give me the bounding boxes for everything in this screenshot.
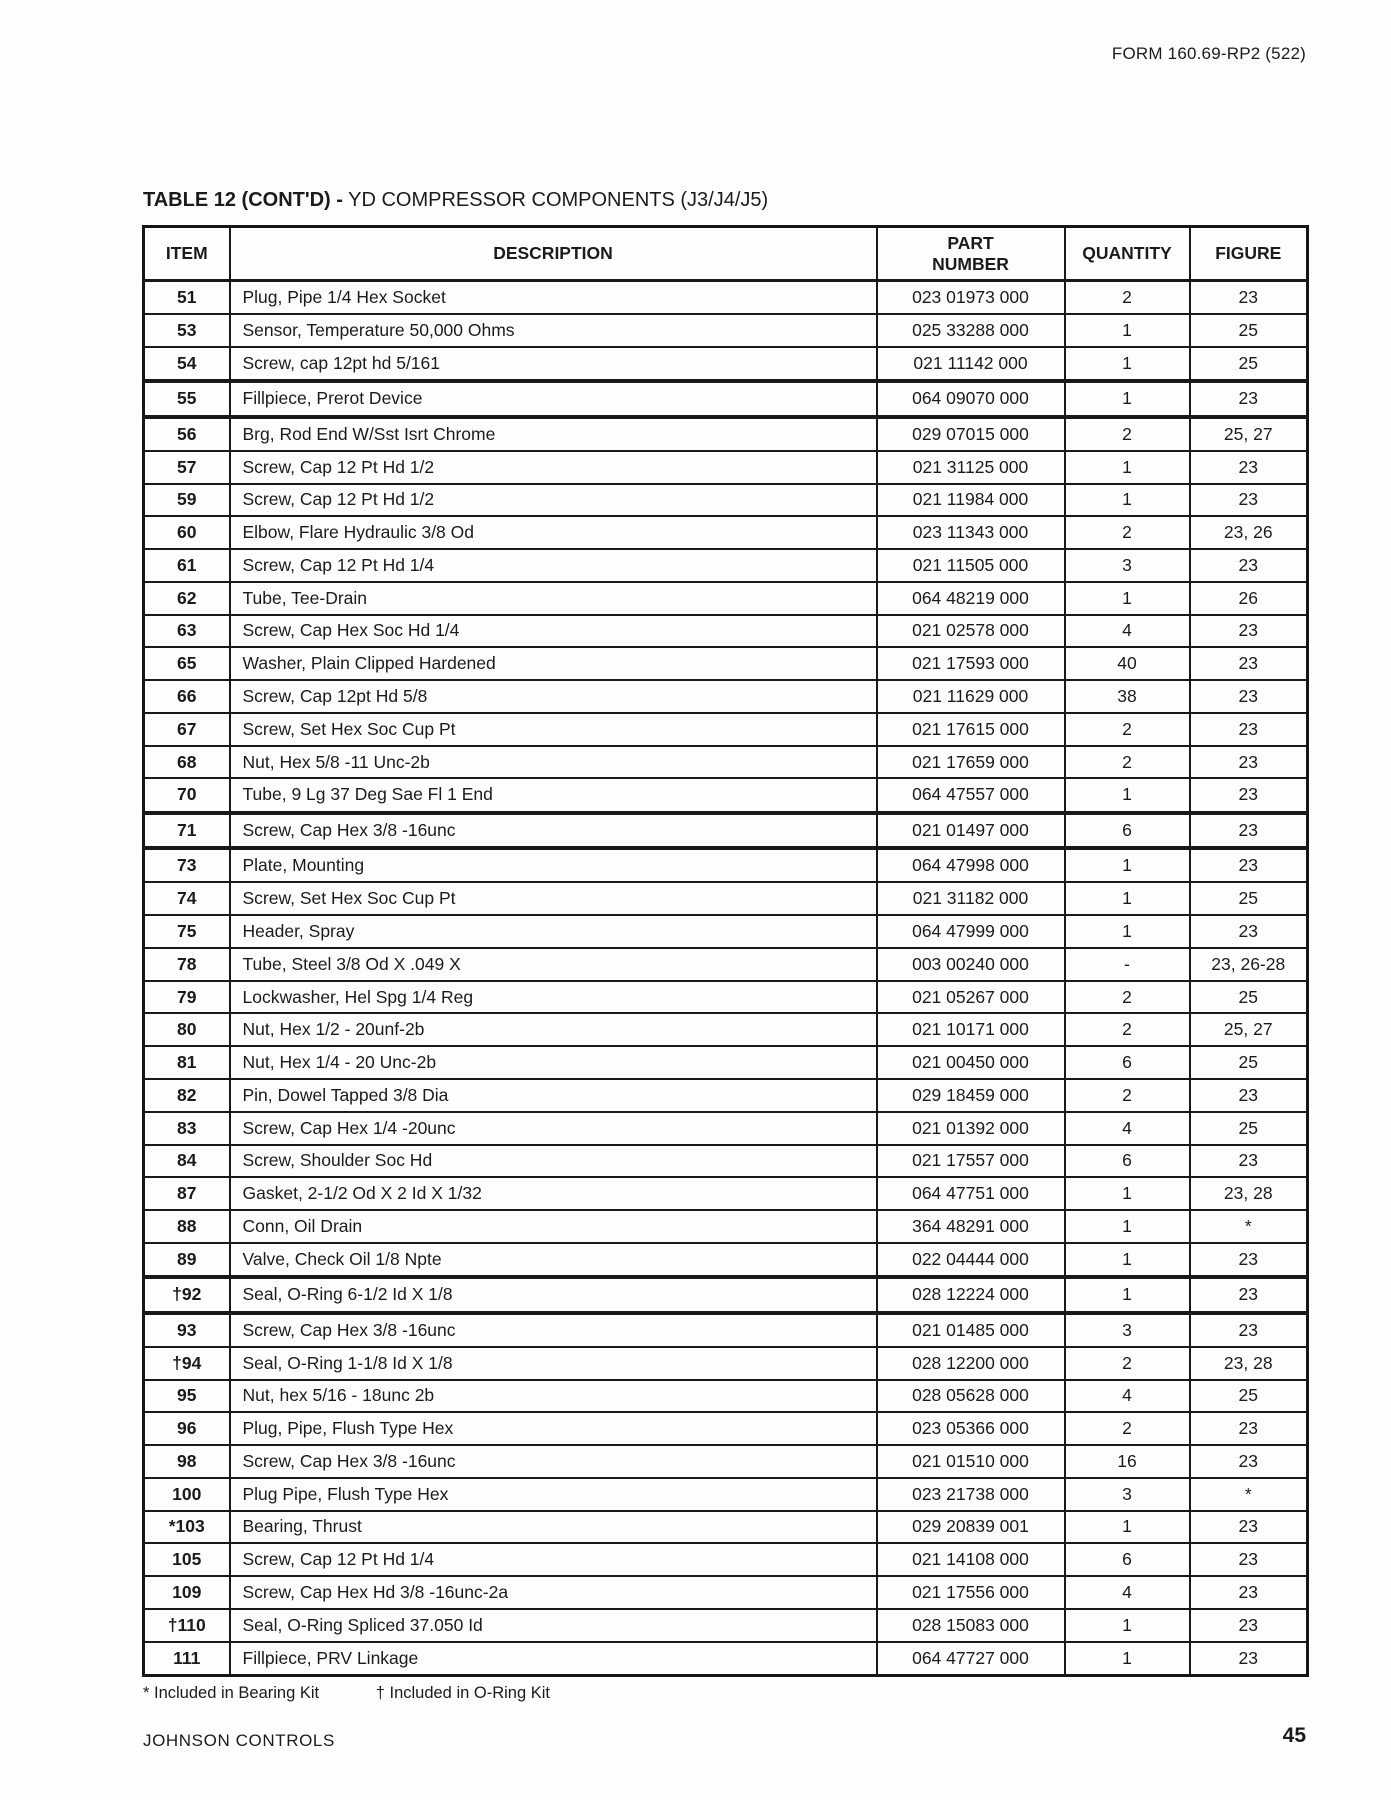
part-cell: 021 05267 000 — [877, 981, 1065, 1014]
part-cell: 021 01485 000 — [877, 1313, 1065, 1347]
table-row — [144, 549, 1308, 582]
fig-cell: 23 — [1190, 915, 1308, 948]
table-row — [144, 1112, 1308, 1145]
table-row — [144, 680, 1308, 713]
part-cell: 021 01497 000 — [877, 813, 1065, 849]
header-row — [144, 227, 1308, 281]
fig-cell: 23 — [1190, 1543, 1308, 1576]
header-quantity: QUANTITY — [1065, 227, 1190, 281]
desc-cell: Header, Spray — [230, 915, 877, 948]
qty-cell: 1 — [1065, 778, 1190, 812]
table-row — [144, 778, 1308, 812]
qty-cell: 4 — [1065, 1380, 1190, 1413]
qty-cell: 1 — [1065, 915, 1190, 948]
item-cell: 98 — [144, 1445, 230, 1478]
table-row — [144, 1642, 1308, 1676]
header-figure: FIGURE — [1190, 227, 1308, 281]
desc-cell: Screw, Set Hex Soc Cup Pt — [230, 882, 877, 915]
item-cell: 59 — [144, 484, 230, 517]
fig-cell: 23 — [1190, 1145, 1308, 1178]
table-row — [144, 1046, 1308, 1079]
fig-cell: 23 — [1190, 713, 1308, 746]
qty-cell: 38 — [1065, 680, 1190, 713]
fig-cell: 25 — [1190, 882, 1308, 915]
table-row — [144, 347, 1308, 381]
part-cell: 028 12200 000 — [877, 1347, 1065, 1380]
item-cell: 68 — [144, 746, 230, 779]
desc-cell: Screw, Shoulder Soc Hd — [230, 1145, 877, 1178]
desc-cell: Screw, Cap Hex 3/8 -16unc — [230, 1313, 877, 1347]
fig-cell: 23 — [1190, 746, 1308, 779]
table-row — [144, 1177, 1308, 1210]
qty-cell: 4 — [1065, 1112, 1190, 1145]
desc-cell: Plate, Mounting — [230, 848, 877, 882]
table-row — [144, 746, 1308, 779]
fig-cell: 23, 28 — [1190, 1177, 1308, 1210]
fig-cell: 23 — [1190, 1412, 1308, 1445]
desc-cell: Seal, O-Ring Spliced 37.050 Id — [230, 1609, 877, 1642]
fig-cell: 25, 27 — [1190, 417, 1308, 451]
qty-cell: 1 — [1065, 1642, 1190, 1676]
part-cell: 021 10171 000 — [877, 1013, 1065, 1046]
part-cell: 064 47727 000 — [877, 1642, 1065, 1676]
desc-cell: Screw, Cap Hex 3/8 -16unc — [230, 1445, 877, 1478]
desc-cell: Seal, O-Ring 1-1/8 Id X 1/8 — [230, 1347, 877, 1380]
footnote-oring-kit: † Included in O-Ring Kit — [375, 1684, 550, 1702]
desc-cell: Sensor, Temperature 50,000 Ohms — [230, 314, 877, 347]
qty-cell: - — [1065, 948, 1190, 981]
qty-cell: 1 — [1065, 314, 1190, 347]
item-cell: 66 — [144, 680, 230, 713]
desc-cell: Gasket, 2-1/2 Od X 2 Id X 1/32 — [230, 1177, 877, 1210]
item-cell: 62 — [144, 582, 230, 615]
qty-cell: 6 — [1065, 1145, 1190, 1178]
fig-cell: 23, 26 — [1190, 516, 1308, 549]
qty-cell: 2 — [1065, 417, 1190, 451]
desc-cell: Screw, Cap 12pt Hd 5/8 — [230, 680, 877, 713]
table-row — [144, 848, 1308, 882]
part-cell: 023 21738 000 — [877, 1478, 1065, 1511]
fig-cell: 23 — [1190, 1609, 1308, 1642]
item-cell: 51 — [144, 281, 230, 314]
qty-cell: 3 — [1065, 1313, 1190, 1347]
part-cell: 023 05366 000 — [877, 1412, 1065, 1445]
fig-cell: 23 — [1190, 1445, 1308, 1478]
qty-cell: 1 — [1065, 582, 1190, 615]
fig-cell: 23 — [1190, 281, 1308, 314]
desc-cell: Screw, Set Hex Soc Cup Pt — [230, 713, 877, 746]
qty-cell: 6 — [1065, 813, 1190, 849]
item-cell: 55 — [144, 381, 230, 417]
fig-cell: 23 — [1190, 1243, 1308, 1277]
desc-cell: Brg, Rod End W/Sst Isrt Chrome — [230, 417, 877, 451]
item-cell: 109 — [144, 1576, 230, 1609]
item-cell: 95 — [144, 1380, 230, 1413]
item-cell: 100 — [144, 1478, 230, 1511]
table-row — [144, 314, 1308, 347]
item-cell: 65 — [144, 647, 230, 680]
table-row — [144, 615, 1308, 648]
fig-cell: 25 — [1190, 1046, 1308, 1079]
part-cell: 021 11984 000 — [877, 484, 1065, 517]
fig-cell: 23 — [1190, 1313, 1308, 1347]
qty-cell: 3 — [1065, 549, 1190, 582]
desc-cell: Conn, Oil Drain — [230, 1210, 877, 1243]
part-cell: 021 01392 000 — [877, 1112, 1065, 1145]
table-row — [144, 451, 1308, 484]
table-row — [144, 713, 1308, 746]
part-cell: 021 17659 000 — [877, 746, 1065, 779]
item-cell: 74 — [144, 882, 230, 915]
part-cell: 364 48291 000 — [877, 1210, 1065, 1243]
header-part-number — [877, 227, 1065, 281]
qty-cell: 1 — [1065, 1511, 1190, 1544]
fig-cell: 23 — [1190, 451, 1308, 484]
part-cell: 029 07015 000 — [877, 417, 1065, 451]
part-cell: 064 48219 000 — [877, 582, 1065, 615]
desc-cell: Tube, Tee-Drain — [230, 582, 877, 615]
fig-cell: 23 — [1190, 848, 1308, 882]
table-row — [144, 381, 1308, 417]
desc-cell: Lockwasher, Hel Spg 1/4 Reg — [230, 981, 877, 1014]
table-row — [144, 281, 1308, 314]
item-cell: 56 — [144, 417, 230, 451]
qty-cell: 1 — [1065, 1210, 1190, 1243]
header-description: DESCRIPTION — [230, 227, 877, 281]
desc-cell: Screw, Cap Hex 3/8 -16unc — [230, 813, 877, 849]
table-row — [144, 813, 1308, 849]
table-row — [144, 1145, 1308, 1178]
part-cell: 028 05628 000 — [877, 1380, 1065, 1413]
fig-cell: 23 — [1190, 549, 1308, 582]
header-item: ITEM — [144, 227, 230, 281]
part-cell: 029 20839 001 — [877, 1511, 1065, 1544]
fig-cell: 23 — [1190, 1079, 1308, 1112]
part-cell: 025 33288 000 — [877, 314, 1065, 347]
part-cell: 021 31182 000 — [877, 882, 1065, 915]
part-cell: 064 47557 000 — [877, 778, 1065, 812]
qty-cell: 3 — [1065, 1478, 1190, 1511]
item-cell: 93 — [144, 1313, 230, 1347]
desc-cell: Plug, Pipe 1/4 Hex Socket — [230, 281, 877, 314]
part-cell: 021 02578 000 — [877, 615, 1065, 648]
item-cell: 88 — [144, 1210, 230, 1243]
parts-table — [142, 225, 1309, 1677]
qty-cell: 2 — [1065, 713, 1190, 746]
part-cell: 064 09070 000 — [877, 381, 1065, 417]
table-row — [144, 1079, 1308, 1112]
part-cell: 064 47999 000 — [877, 915, 1065, 948]
qty-cell: 1 — [1065, 848, 1190, 882]
item-cell: 96 — [144, 1412, 230, 1445]
fig-cell: * — [1190, 1210, 1308, 1243]
desc-cell: Fillpiece, Prerot Device — [230, 381, 877, 417]
part-cell: 003 00240 000 — [877, 948, 1065, 981]
table-row — [144, 484, 1308, 517]
fig-cell: 23 — [1190, 484, 1308, 517]
item-cell: †92 — [144, 1277, 230, 1313]
table-row — [144, 1576, 1308, 1609]
fig-cell: 25 — [1190, 981, 1308, 1014]
qty-cell: 1 — [1065, 347, 1190, 381]
item-cell: 71 — [144, 813, 230, 849]
desc-cell: Tube, 9 Lg 37 Deg Sae Fl 1 End — [230, 778, 877, 812]
table-title-text: YD COMPRESSOR COMPONENTS (J3/J4/J5) — [348, 189, 769, 211]
desc-cell: Screw, Cap 12 Pt Hd 1/2 — [230, 451, 877, 484]
qty-cell: 1 — [1065, 484, 1190, 517]
item-cell: 81 — [144, 1046, 230, 1079]
desc-cell: Fillpiece, PRV Linkage — [230, 1642, 877, 1676]
qty-cell: 2 — [1065, 516, 1190, 549]
table-row — [144, 1412, 1308, 1445]
part-cell: 023 01973 000 — [877, 281, 1065, 314]
qty-cell: 2 — [1065, 981, 1190, 1014]
part-cell: 021 17557 000 — [877, 1145, 1065, 1178]
qty-cell: 1 — [1065, 1609, 1190, 1642]
fig-cell: 23 — [1190, 778, 1308, 812]
fig-cell: 23 — [1190, 813, 1308, 849]
part-cell: 021 17556 000 — [877, 1576, 1065, 1609]
qty-cell: 40 — [1065, 647, 1190, 680]
table-row — [144, 948, 1308, 981]
qty-cell: 1 — [1065, 1243, 1190, 1277]
table-row — [144, 1511, 1308, 1544]
table-row — [144, 647, 1308, 680]
qty-cell: 4 — [1065, 1576, 1190, 1609]
part-cell: 021 11629 000 — [877, 680, 1065, 713]
desc-cell: Plug, Pipe, Flush Type Hex — [230, 1412, 877, 1445]
part-cell: 029 18459 000 — [877, 1079, 1065, 1112]
table-row — [144, 882, 1308, 915]
fig-cell: 23 — [1190, 680, 1308, 713]
item-cell: 60 — [144, 516, 230, 549]
desc-cell: Elbow, Flare Hydraulic 3/8 Od — [230, 516, 877, 549]
table-row — [144, 1243, 1308, 1277]
table-row — [144, 1543, 1308, 1576]
item-cell: 89 — [144, 1243, 230, 1277]
desc-cell: Nut, Hex 1/4 - 20 Unc-2b — [230, 1046, 877, 1079]
table-row — [144, 582, 1308, 615]
fig-cell: 25, 27 — [1190, 1013, 1308, 1046]
fig-cell: 23 — [1190, 1511, 1308, 1544]
qty-cell: 6 — [1065, 1543, 1190, 1576]
fig-cell: 25 — [1190, 1380, 1308, 1413]
item-cell: 80 — [144, 1013, 230, 1046]
desc-cell: Washer, Plain Clipped Hardened — [230, 647, 877, 680]
item-cell: 87 — [144, 1177, 230, 1210]
desc-cell: Screw, Cap Hex Soc Hd 1/4 — [230, 615, 877, 648]
form-number: FORM 160.69-RP2 (522) — [1111, 44, 1306, 63]
part-cell: 028 15083 000 — [877, 1609, 1065, 1642]
desc-cell: Pin, Dowel Tapped 3/8 Dia — [230, 1079, 877, 1112]
qty-cell: 1 — [1065, 882, 1190, 915]
desc-cell: Bearing, Thrust — [230, 1511, 877, 1544]
part-cell: 021 14108 000 — [877, 1543, 1065, 1576]
desc-cell: Screw, Cap Hex Hd 3/8 -16unc-2a — [230, 1576, 877, 1609]
part-cell: 022 04444 000 — [877, 1243, 1065, 1277]
table-row — [144, 516, 1308, 549]
desc-cell: Screw, Cap 12 Pt Hd 1/2 — [230, 484, 877, 517]
part-cell: 023 11343 000 — [877, 516, 1065, 549]
item-cell: 84 — [144, 1145, 230, 1178]
item-cell: 57 — [144, 451, 230, 484]
qty-cell: 4 — [1065, 615, 1190, 648]
table-title-label: TABLE 12 (CONT'D) - — [143, 189, 343, 211]
table-row — [144, 1210, 1308, 1243]
qty-cell: 2 — [1065, 1412, 1190, 1445]
item-cell: 70 — [144, 778, 230, 812]
desc-cell: Seal, O-Ring 6-1/2 Id X 1/8 — [230, 1277, 877, 1313]
part-cell: 028 12224 000 — [877, 1277, 1065, 1313]
footnotes — [143, 1684, 550, 1703]
item-cell: †94 — [144, 1347, 230, 1380]
header-part-line1: PART — [947, 232, 994, 253]
fig-cell: 26 — [1190, 582, 1308, 615]
table-row — [144, 1609, 1308, 1642]
fig-cell: * — [1190, 1478, 1308, 1511]
qty-cell: 1 — [1065, 1177, 1190, 1210]
part-cell: 021 17615 000 — [877, 713, 1065, 746]
table-row — [144, 1013, 1308, 1046]
desc-cell: Tube, Steel 3/8 Od X .049 X — [230, 948, 877, 981]
fig-cell: 23 — [1190, 381, 1308, 417]
fig-cell: 25 — [1190, 347, 1308, 381]
table-title — [143, 189, 768, 212]
fig-cell: 23, 26-28 — [1190, 948, 1308, 981]
page-number: 45 — [1282, 1724, 1306, 1747]
fig-cell: 23 — [1190, 615, 1308, 648]
table-row — [144, 1445, 1308, 1478]
footer-company: JOHNSON CONTROLS — [143, 1731, 335, 1750]
item-cell: 105 — [144, 1543, 230, 1576]
table-row — [144, 1380, 1308, 1413]
part-cell: 021 00450 000 — [877, 1046, 1065, 1079]
qty-cell: 1 — [1065, 1277, 1190, 1313]
desc-cell: Valve, Check Oil 1/8 Npte — [230, 1243, 877, 1277]
part-cell: 021 17593 000 — [877, 647, 1065, 680]
table-row — [144, 1347, 1308, 1380]
footnote-bearing-kit: * Included in Bearing Kit — [143, 1684, 320, 1702]
table-row — [144, 915, 1308, 948]
qty-cell: 2 — [1065, 1079, 1190, 1112]
fig-cell: 25 — [1190, 314, 1308, 347]
qty-cell: 1 — [1065, 381, 1190, 417]
item-cell: 63 — [144, 615, 230, 648]
item-cell: †110 — [144, 1609, 230, 1642]
desc-cell: Screw, Cap 12 Pt Hd 1/4 — [230, 549, 877, 582]
table-row — [144, 417, 1308, 451]
desc-cell: Nut, hex 5/16 - 18unc 2b — [230, 1380, 877, 1413]
table-row — [144, 981, 1308, 1014]
table-row — [144, 1478, 1308, 1511]
desc-cell: Nut, Hex 1/2 - 20unf-2b — [230, 1013, 877, 1046]
part-cell: 064 47751 000 — [877, 1177, 1065, 1210]
item-cell: 67 — [144, 713, 230, 746]
item-cell: 79 — [144, 981, 230, 1014]
item-cell: 54 — [144, 347, 230, 381]
item-cell: 83 — [144, 1112, 230, 1145]
qty-cell: 2 — [1065, 746, 1190, 779]
item-cell: 82 — [144, 1079, 230, 1112]
fig-cell: 23 — [1190, 647, 1308, 680]
qty-cell: 2 — [1065, 1347, 1190, 1380]
qty-cell: 6 — [1065, 1046, 1190, 1079]
table-row — [144, 1277, 1308, 1313]
part-cell: 021 01510 000 — [877, 1445, 1065, 1478]
desc-cell: Plug Pipe, Flush Type Hex — [230, 1478, 877, 1511]
desc-cell: Screw, Cap 12 Pt Hd 1/4 — [230, 1543, 877, 1576]
part-cell: 021 31125 000 — [877, 451, 1065, 484]
item-cell: 111 — [144, 1642, 230, 1676]
fig-cell: 23, 28 — [1190, 1347, 1308, 1380]
header-part-line2: NUMBER — [932, 253, 1009, 274]
part-cell: 021 11505 000 — [877, 549, 1065, 582]
part-cell: 021 11142 000 — [877, 347, 1065, 381]
qty-cell: 16 — [1065, 1445, 1190, 1478]
part-cell: 064 47998 000 — [877, 848, 1065, 882]
qty-cell: 2 — [1065, 1013, 1190, 1046]
qty-cell: 2 — [1065, 281, 1190, 314]
item-cell: 75 — [144, 915, 230, 948]
desc-cell: Screw, cap 12pt hd 5/161 — [230, 347, 877, 381]
item-cell: 73 — [144, 848, 230, 882]
fig-cell: 23 — [1190, 1277, 1308, 1313]
item-cell: *103 — [144, 1511, 230, 1544]
desc-cell: Screw, Cap Hex 1/4 -20unc — [230, 1112, 877, 1145]
item-cell: 53 — [144, 314, 230, 347]
table-row — [144, 1313, 1308, 1347]
fig-cell: 23 — [1190, 1642, 1308, 1676]
item-cell: 78 — [144, 948, 230, 981]
qty-cell: 1 — [1065, 451, 1190, 484]
item-cell: 61 — [144, 549, 230, 582]
fig-cell: 23 — [1190, 1576, 1308, 1609]
fig-cell: 25 — [1190, 1112, 1308, 1145]
desc-cell: Nut, Hex 5/8 -11 Unc-2b — [230, 746, 877, 779]
